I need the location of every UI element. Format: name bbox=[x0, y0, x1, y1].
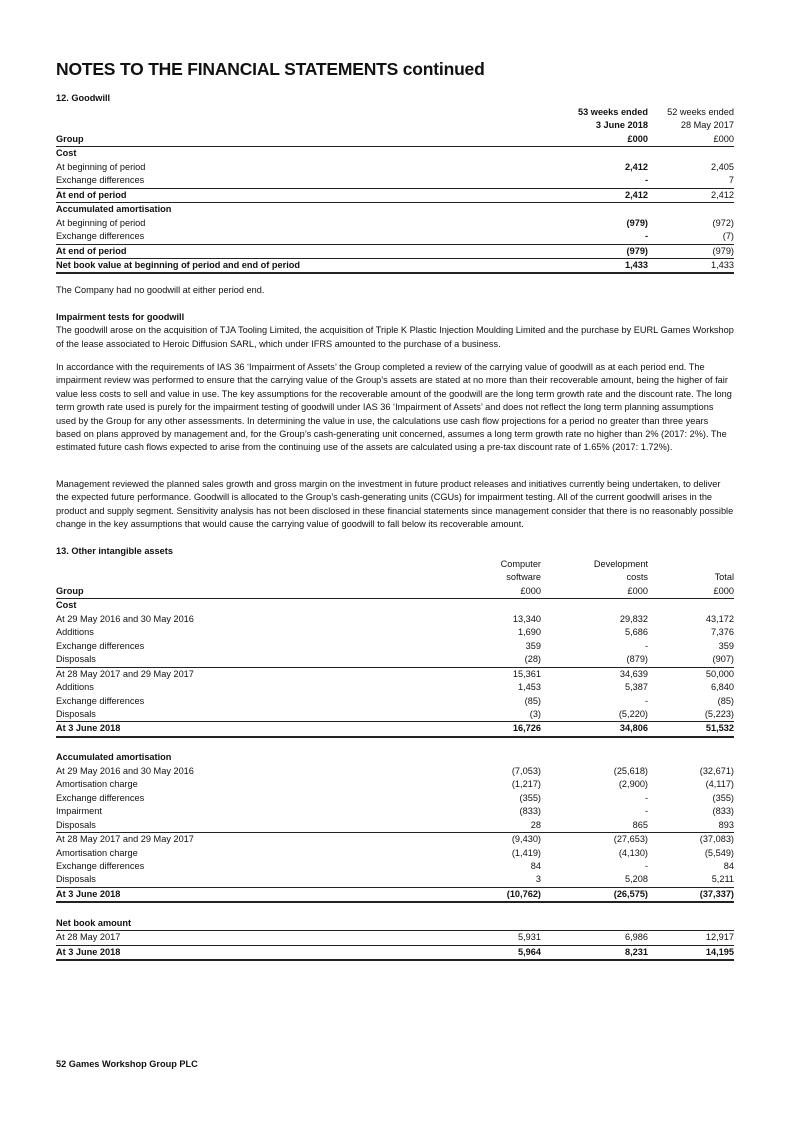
table-row: Accumulated amortisation bbox=[56, 752, 172, 763]
no-goodwill-text: The Company had no goodwill at either period end. bbox=[56, 285, 265, 295]
table-row: At 3 June 2018 16,726 34,806 51,532 bbox=[56, 722, 734, 737]
impairment-paragraph-2: In accordance with the requirements of IAS 36 ‘Impairment of Assets’ the Group completed a review of the carrying value of goodwill as at each period end. The impairment review was performed to ensure that the carrying value of the Group’s assets are stated at no more than their recoverable amount, being the higher of fair value less costs to sell and value in use. The key assumptions for the recoverable amount of the goodwill are the long term growth rate and the discount rate. The long term growth rate used is purely for the impairment testing of goodwill under IAS 36 ‘Impairment of Assets’ and does not reflect the long term planning assumptions used by the Group for any other assessments. In determining the value in use, the calculations use cash flow projections for a period no greater than three years based on plans approved by management and, for the Group’s cash-generating unit concerned, assumes a long term growth rate no higher than 2% (2017: 2%). The estimated future cash flows expected to arise from the continuing use of the assets are calculated using a pre-tax discount rate of 1.65% (2017: 1.72%). bbox=[56, 362, 732, 453]
intangibles-heading: 13. Other intangible assets bbox=[56, 546, 173, 556]
table-row: Disposals (28) (879) (907) bbox=[56, 654, 734, 665]
table-row: At beginning of period 2,412 2,405 bbox=[56, 161, 734, 172]
goodwill-col1-header: 53 weeks ended bbox=[578, 107, 648, 117]
table-row: Exchange differences (355) - (355) bbox=[56, 792, 734, 803]
table-row: At 28 May 2017 and 29 May 2017 15,361 34,639 50,000 bbox=[56, 667, 734, 681]
goodwill-group-label: Group bbox=[56, 133, 84, 144]
table-row: At 29 May 2016 and 30 May 2016 13,340 29,832 43,172 bbox=[56, 613, 734, 624]
table-row: At 29 May 2016 and 30 May 2016 (7,053) (25,618) (32,671) bbox=[56, 765, 734, 776]
page-title: NOTES TO THE FINANCIAL STATEMENTS continued bbox=[56, 59, 485, 79]
table-row: Exchange differences 84 - 84 bbox=[56, 860, 734, 871]
table-row: At end of period (979) (979) bbox=[56, 244, 734, 258]
table-row: Additions 1,690 5,686 7,376 bbox=[56, 627, 734, 638]
intangibles-col2-name: costs bbox=[626, 572, 648, 583]
table-row: Disposals 3 5,208 5,211 bbox=[56, 874, 734, 885]
goodwill-col2-header: 52 weeks ended bbox=[667, 107, 734, 117]
table-row: Exchange differences - (7) bbox=[56, 231, 734, 242]
goodwill-table bbox=[56, 106, 734, 274]
table-row: Exchange differences 359 - 359 bbox=[56, 640, 734, 651]
table-row: Exchange differences - 7 bbox=[56, 175, 734, 186]
goodwill-heading: 12. Goodwill bbox=[56, 93, 111, 103]
table-row: Disposals 28 865 893 bbox=[56, 819, 734, 830]
table-row: At 3 June 2018 5,964 8,231 14,195 bbox=[56, 945, 734, 960]
goodwill-col2-date: 28 May 2017 bbox=[680, 120, 734, 131]
table-row: At 28 May 2017 5,931 6,986 12,917 bbox=[56, 931, 734, 945]
impairment-paragraph-3: Management reviewed the planned sales growth and gross margin on the investment in future product releases and initiatives currently being undertaken, to deliver the expected future performance. Goodwill is allocated to the Group’s cash-generating units (CGUs) for impairment testing. All of the current goodwill arises in the product and supply segment. Sensitivity analysis has not been disclosed in these financial statements since management consider that there is no reasonably possible change in the key assumptions that would cause the carrying value of goodwill to fall below its recoverable amount. bbox=[56, 479, 734, 530]
table-row: Amortisation charge (1,419) (4,130) (5,549) bbox=[56, 847, 734, 858]
table-row: At 3 June 2018 (10,762) (26,575) (37,337) bbox=[56, 887, 734, 902]
intangibles-col2-unit: £000 bbox=[627, 585, 648, 596]
table-row: Net book amount bbox=[56, 917, 132, 928]
page-footer: 52 Games Workshop Group PLC bbox=[56, 1059, 198, 1069]
table-row: Impairment (833) - (833) bbox=[56, 806, 734, 817]
impairment-paragraph-1: The goodwill arose on the acquisition of TJA Tooling Limited, the acquisition of Triple K Plastic Injection Moulding Limited and the purchase by EURL Games Workshop of the lease associated to Heroic Diffusion SARL, which under IFRS amounted to the purchase of a business. bbox=[56, 325, 734, 349]
intangibles-col1-name: software bbox=[506, 572, 541, 583]
impairment-section bbox=[56, 311, 734, 351]
goodwill-col2-unit: £000 bbox=[713, 133, 734, 144]
table-row: At 28 May 2017 and 29 May 2017 (9,430) (27,653) (37,083) bbox=[56, 833, 734, 847]
table-row: Disposals (3) (5,220) (5,223) bbox=[56, 708, 734, 719]
goodwill-col1-date: 3 June 2018 bbox=[595, 120, 648, 131]
impairment-heading: Impairment tests for goodwill bbox=[56, 312, 185, 322]
intangibles-table bbox=[56, 558, 734, 961]
intangibles-col3-name: Total bbox=[714, 572, 734, 583]
table-row: Amortisation charge (1,217) (2,900) (4,117) bbox=[56, 779, 734, 790]
table-row: Cost bbox=[56, 147, 734, 161]
intangibles-col1-header: Computer bbox=[500, 559, 541, 569]
intangibles-col2-header: Development bbox=[593, 559, 648, 569]
intangibles-group-label: Group bbox=[56, 585, 84, 596]
table-row: Net book value at beginning of period and end of period 1,433 1,433 bbox=[56, 258, 734, 273]
table-row: Exchange differences (85) - (85) bbox=[56, 695, 734, 706]
table-row: Accumulated amortisation bbox=[56, 203, 734, 217]
goodwill-col1-unit: £000 bbox=[627, 133, 648, 144]
intangibles-col3-unit: £000 bbox=[713, 585, 734, 596]
table-row: Additions 1,453 5,387 6,840 bbox=[56, 682, 734, 693]
table-row: At beginning of period (979) (972) bbox=[56, 217, 734, 228]
intangibles-col1-unit: £000 bbox=[520, 585, 541, 596]
table-row: At end of period 2,412 2,412 bbox=[56, 188, 734, 202]
table-row: Cost bbox=[56, 599, 734, 613]
